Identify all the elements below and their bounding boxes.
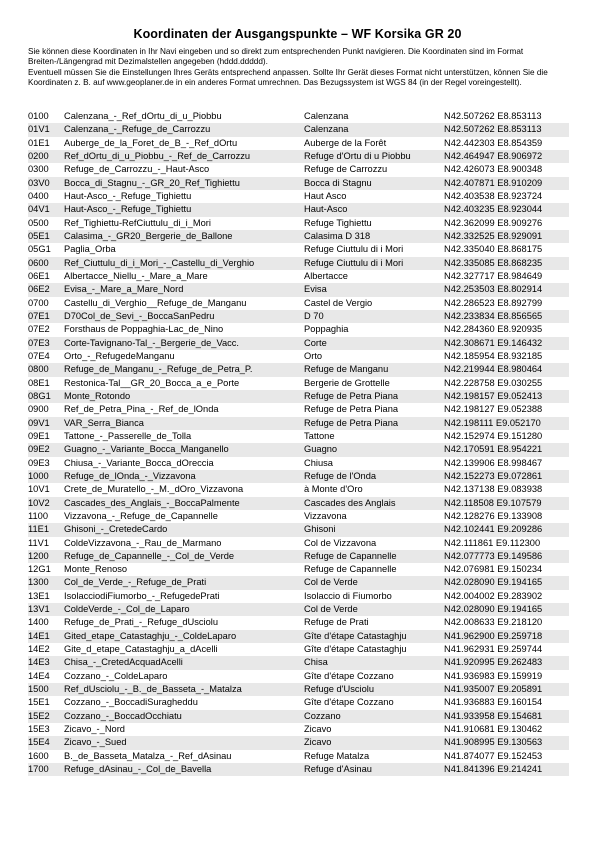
- coordinates-cell: N41.920995 E9.262483: [444, 656, 569, 669]
- waypoint-id-cell: 14E1: [28, 630, 64, 643]
- table-row: [28, 603, 569, 616]
- waypoint-id-cell: 06E1: [28, 270, 50, 281]
- start-place-cell: Refuge de Prati: [304, 617, 369, 628]
- coordinates-cell: N42.004002 E9.283902: [444, 590, 543, 601]
- waypoint-id-cell: 09E1: [28, 430, 50, 441]
- start-place-cell: Refuge de Capannelle: [304, 564, 397, 575]
- start-place-cell: Guagno: [304, 443, 444, 456]
- table-row: [28, 763, 569, 776]
- coordinates-cell: N42.152273 E9.072861: [444, 470, 569, 483]
- route-name-cell: Evisa_-_Mare_a_Mare_Nord: [64, 283, 304, 296]
- coordinates-cell: N42.233834 E8.856565: [444, 310, 569, 323]
- waypoint-id-cell: 1400: [28, 617, 49, 628]
- coordinates-cell: N42.077773 E9.149586: [444, 550, 569, 563]
- coordinates-cell: N41.841396 E9.214241: [444, 763, 569, 776]
- start-place-cell: Refuge de Carrozzu: [304, 164, 388, 175]
- start-place-cell: Refuge Ciuttulu di i Mori: [304, 257, 444, 270]
- coordinates-cell: N41.874077 E9.152453: [444, 750, 543, 761]
- table-row: [28, 377, 569, 390]
- waypoint-id-cell: 0100: [28, 111, 49, 121]
- waypoint-id-cell: 07E2: [28, 324, 50, 335]
- coordinates-cell: N42.426073 E8.900348: [444, 164, 543, 175]
- table-row: [28, 390, 569, 403]
- waypoint-id-cell: 01E1: [28, 137, 50, 148]
- coordinates-table: [28, 110, 569, 776]
- start-place-cell: Refuge de Petra Piana: [304, 404, 399, 415]
- route-name-cell: Refuge_dAsinau_-_Col_de_Bavella: [64, 763, 304, 776]
- route-name-cell: Crete_de_Muratello_-_M._dOro_Vizzavona: [64, 484, 244, 495]
- table-row: [28, 257, 569, 270]
- table-row: [28, 670, 569, 683]
- start-place-cell: Zicavo: [304, 736, 444, 749]
- table-row: [28, 443, 569, 456]
- table-row: [28, 363, 569, 376]
- start-place-cell: Vizzavona: [304, 510, 347, 521]
- table-row: [28, 417, 569, 430]
- route-name-cell: ColdeVerde_-_Col_de_Laparo: [64, 603, 304, 616]
- route-name-cell: Albertacce_Niellu_-_Mare_a_Mare: [64, 270, 208, 281]
- coordinates-cell: N42.185954 E8.932185: [444, 350, 543, 361]
- table-row: [28, 497, 569, 510]
- route-name-cell: Ref_dUsciolu_-_B._de_Basseta_-_Matalza: [64, 683, 304, 696]
- route-name-cell: Bocca_di_Stagnu_-_GR_20_Ref_Tighiettu: [64, 177, 304, 190]
- start-place-cell: Refuge de Petra Piana: [304, 390, 444, 403]
- table-row: [28, 403, 569, 416]
- start-place-cell: Col de Vizzavona: [304, 537, 377, 548]
- route-name-cell: Chisa_-_CretedAcquadAcelli: [64, 656, 304, 669]
- start-place-cell: Col de Verde: [304, 603, 444, 616]
- coordinates-cell: N42.332525 E8.929091: [444, 230, 569, 243]
- route-name-cell: Ref_dOrtu_di_u_Piobbu_-_Ref_de_Carrozzu: [64, 150, 304, 163]
- coordinates-cell: N42.219944 E8.980464: [444, 363, 569, 376]
- start-place-cell: Gîte d'étape Cozzano: [304, 670, 394, 681]
- waypoint-id-cell: 0500: [28, 217, 49, 228]
- coordinates-cell: N42.008633 E9.218120: [444, 617, 543, 628]
- start-place-cell: Refuge de Capannelle: [304, 550, 444, 563]
- coordinates-cell: N42.118508 E9.107579: [444, 497, 569, 510]
- start-place-cell: Refuge d'Usciolu: [304, 683, 444, 696]
- table-row: [28, 350, 569, 363]
- coordinates-cell: N42.442303 E8.854359: [444, 137, 543, 148]
- coordinates-cell: N42.198111 E9.052170: [444, 417, 569, 430]
- coordinates-cell: N42.327717 E8.984649: [444, 270, 543, 281]
- route-name-cell: Gite_d_etape_Catastaghju_a_dAcelli: [64, 644, 218, 655]
- waypoint-id-cell: 14E4: [28, 670, 50, 681]
- table-row: [28, 230, 569, 243]
- route-name-cell: Haut-Asco_-_Refuge_Tighiettu: [64, 190, 192, 201]
- route-name-cell: Auberge_de_la_Foret_de_B_-_Ref_dOrtu: [64, 137, 238, 148]
- start-place-cell: Refuge Matalza: [304, 750, 370, 761]
- table-row: [28, 723, 569, 736]
- intro-paragraph: Sie können diese Koordinaten in Ihr Navi eingeben und so direkt zum entsprechenden Punkt navigieren. Die Koordinaten sind im Format Breiten-/Längengrad mit Dezimalstellen angegeben (hddd.ddddd).: [28, 47, 524, 67]
- coordinates-cell: N42.228758 E9.030255: [444, 377, 543, 388]
- coordinates-cell: N42.128276 E9.133908: [444, 510, 543, 521]
- table-row: [28, 550, 569, 563]
- table-row: [28, 297, 569, 310]
- route-name-cell: Ref_Tighiettu-RefCiuttulu_di_i_Mori: [64, 217, 211, 228]
- start-place-cell: Refuge Ciuttulu di i Mori: [304, 244, 404, 255]
- waypoint-id-cell: 10V2: [28, 497, 64, 510]
- coordinates-cell: N42.335085 E8.868235: [444, 257, 569, 270]
- table-row: [28, 470, 569, 483]
- waypoint-id-cell: 1600: [28, 750, 49, 761]
- waypoint-id-cell: 0900: [28, 404, 49, 415]
- route-name-cell: Refuge_de_lOnda_-_Vizzavona: [64, 470, 304, 483]
- start-place-cell: Refuge Tighiettu: [304, 217, 372, 228]
- coordinates-cell: N42.507262 E8.853113: [444, 111, 542, 121]
- table-row: [28, 750, 569, 763]
- route-name-cell: Cozzano_-_ColdeLaparo: [64, 670, 168, 681]
- table-row: [28, 217, 569, 230]
- coordinates-cell: N41.908995 E9.130563: [444, 736, 569, 749]
- start-place-cell: Zicavo: [304, 724, 332, 735]
- table-row: [28, 190, 569, 203]
- start-place-cell: Gîte d'étape Catastaghju: [304, 644, 407, 655]
- intro-paragraph: Eventuell müssen Sie die Einstellungen Ihres Geräts entsprechend anpassen. Sollte Ihr Gerät dieses Format nicht unterstützen, können Sie die Koordinaten z. B. auf www.geoplaner.de in ein anderes Format umrechnen. Das Bezugssystem ist WGS 84 (in der Regel voreingestellt).: [28, 67, 548, 88]
- coordinates-cell: N42.102441 E9.209286: [444, 523, 569, 536]
- waypoint-id-cell: 12G1: [28, 564, 51, 575]
- route-name-cell: Corte-Tavignano-Tal_-_Bergerie_de_Vacc.: [64, 337, 304, 350]
- waypoint-id-cell: 0400: [28, 190, 49, 201]
- table-row: [28, 337, 569, 350]
- start-place-cell: Cozzano: [304, 710, 444, 723]
- table-row: [28, 630, 569, 643]
- route-name-cell: Castellu_di_Verghio__Refuge_de_Manganu: [64, 297, 247, 308]
- route-name-cell: Tattone_-_Passerelle_de_Tolla: [64, 430, 192, 441]
- route-name-cell: Cascades_des_Anglais_-_BoccaPalmente: [64, 497, 304, 510]
- coordinates-cell: N42.407871 E8.910209: [444, 177, 569, 190]
- start-place-cell: Haut-Asco: [304, 203, 444, 216]
- route-name-cell: Gited_etape_Catastaghju_-_ColdeLaparo: [64, 630, 304, 643]
- coordinates-cell: N42.253503 E8.802914: [444, 283, 569, 296]
- coordinates-cell: N42.076981 E9.150234: [444, 564, 543, 575]
- start-place-cell: Calenzana: [304, 123, 444, 136]
- route-name-cell: Zicavo_-_Sued: [64, 736, 304, 749]
- route-name-cell: Haut-Asco_-_Refuge_Tighiettu: [64, 203, 304, 216]
- table-row: [28, 243, 569, 256]
- table-row: [28, 177, 569, 190]
- coordinates-cell: N42.308671 E9.146432: [444, 337, 569, 350]
- waypoint-id-cell: 13V1: [28, 603, 64, 616]
- waypoint-id-cell: 0800: [28, 363, 64, 376]
- start-place-cell: Refuge de Petra Piana: [304, 417, 444, 430]
- coordinates-cell: N42.198157 E9.052413: [444, 390, 569, 403]
- table-row: [28, 150, 569, 163]
- start-place-cell: Refuge d'Asinau: [304, 763, 444, 776]
- start-place-cell: Haut Asco: [304, 190, 347, 201]
- waypoint-id-cell: 08E1: [28, 377, 50, 388]
- waypoint-id-cell: 06E2: [28, 283, 64, 296]
- waypoint-id-cell: 0200: [28, 150, 64, 163]
- start-place-cell: D 70: [304, 310, 444, 323]
- table-row: [28, 310, 569, 323]
- start-place-cell: Castel de Vergio: [304, 297, 373, 308]
- waypoint-id-cell: 0600: [28, 257, 64, 270]
- waypoint-id-cell: 09E2: [28, 443, 64, 456]
- route-name-cell: Monte_Renoso: [64, 564, 128, 575]
- route-name-cell: Refuge_de_Prati_-_Refuge_dUsciolu: [64, 617, 219, 628]
- waypoint-id-cell: 10V1: [28, 484, 50, 495]
- start-place-cell: Tattone: [304, 430, 335, 441]
- start-place-cell: Orto: [304, 350, 323, 361]
- table-row: [28, 563, 569, 576]
- start-place-cell: à Monte d'Oro: [304, 484, 363, 495]
- route-name-cell: Calenzana_-_Refuge_de_Carrozzu: [64, 123, 304, 136]
- table-row: [28, 137, 569, 150]
- route-name-cell: ColdeVizzavona_-_Rau_de_Marmano: [64, 537, 222, 548]
- route-name-cell: Calenzana_-_Ref_dOrtu_di_u_Piobbu: [64, 111, 222, 121]
- waypoint-id-cell: 14E2: [28, 644, 50, 655]
- start-place-cell: Poppaghia: [304, 324, 349, 335]
- start-place-cell: Evisa: [304, 283, 444, 296]
- waypoint-id-cell: 15E1: [28, 697, 50, 708]
- route-name-cell: Ref_Ciuttulu_di_i_Mori_-_Castellu_di_Verghio: [64, 257, 304, 270]
- waypoint-id-cell: 07E4: [28, 350, 50, 361]
- coordinates-cell: N42.198127 E9.052388: [444, 404, 543, 415]
- table-row: [28, 590, 569, 603]
- waypoint-id-cell: 05E1: [28, 230, 64, 243]
- waypoint-id-cell: 09E3: [28, 457, 50, 468]
- start-place-cell: Chisa: [304, 656, 444, 669]
- table-row: [28, 616, 569, 629]
- route-name-cell: Refuge_de_Manganu_-_Refuge_de_Petra_P.: [64, 363, 304, 376]
- waypoint-id-cell: 1100: [28, 510, 48, 521]
- route-name-cell: Cozzano_-_BoccadOcchiatu: [64, 710, 304, 723]
- waypoint-id-cell: 15E2: [28, 710, 64, 723]
- route-name-cell: Zicavo_-_Nord: [64, 724, 125, 735]
- start-place-cell: Gîte d'étape Cozzano: [304, 697, 394, 708]
- coordinates-cell: N41.935007 E9.205891: [444, 683, 569, 696]
- intro-text: [28, 47, 573, 89]
- start-place-cell: Calenzana: [304, 111, 349, 121]
- coordinates-cell: N42.028090 E9.194165: [444, 576, 569, 589]
- route-name-cell: Paglia_Orba: [64, 244, 116, 255]
- start-place-cell: Refuge d'Ortu di u Piobbu: [304, 150, 444, 163]
- table-row: [28, 710, 569, 723]
- waypoint-id-cell: 15E4: [28, 736, 64, 749]
- route-name-cell: Vizzavona_-_Refuge_de_Capannelle: [64, 510, 218, 521]
- waypoint-id-cell: 11E1: [28, 523, 64, 536]
- table-row: [28, 457, 569, 470]
- waypoint-id-cell: 08G1: [28, 390, 64, 403]
- table-row: [28, 696, 569, 709]
- start-place-cell: Auberge de la Forêt: [304, 137, 387, 148]
- waypoint-id-cell: 07E3: [28, 337, 64, 350]
- waypoint-id-cell: 0300: [28, 164, 49, 175]
- coordinates-cell: N42.362099 E8.909276: [444, 217, 543, 228]
- start-place-cell: Refuge de Manganu: [304, 363, 444, 376]
- coordinates-cell: N42.403235 E8.923044: [444, 203, 569, 216]
- start-place-cell: Calasima D 318: [304, 230, 444, 243]
- coordinates-cell: N42.286523 E8.892799: [444, 297, 543, 308]
- waypoint-id-cell: 01V1: [28, 123, 64, 136]
- start-place-cell: Corte: [304, 337, 444, 350]
- coordinates-cell: N41.910681 E9.130462: [444, 724, 543, 735]
- route-name-cell: Restonica-Tal__GR_20_Bocca_a_e_Porte: [64, 377, 240, 388]
- table-row: [28, 203, 569, 216]
- waypoint-id-cell: 05G1: [28, 244, 51, 255]
- table-row: [28, 656, 569, 669]
- coordinates-cell: N41.933958 E9.154681: [444, 710, 569, 723]
- route-name-cell: Guagno_-_Variante_Bocca_Manganello: [64, 443, 304, 456]
- waypoint-id-cell: 11V1: [28, 537, 50, 548]
- waypoint-id-cell: 1200: [28, 550, 64, 563]
- route-name-cell: Chiusa_-_Variante_Bocca_dOreccia: [64, 457, 214, 468]
- coordinates-cell: N42.464947 E8.906972: [444, 150, 569, 163]
- table-row: [28, 110, 569, 123]
- start-place-cell: Col de Verde: [304, 576, 444, 589]
- start-place-cell: Refuge de l'Onda: [304, 470, 444, 483]
- table-row: [28, 283, 569, 296]
- start-place-cell: Gîte d'étape Catastaghju: [304, 630, 444, 643]
- table-row: [28, 736, 569, 749]
- table-row: [28, 163, 569, 176]
- table-row: [28, 683, 569, 696]
- table-row: [28, 510, 569, 523]
- route-name-cell: Refuge_de_Carrozzu_-_Haut-Asco: [64, 164, 210, 175]
- table-row: [28, 576, 569, 589]
- waypoint-id-cell: 15E3: [28, 724, 50, 735]
- start-place-cell: Bergerie de Grottelle: [304, 377, 390, 388]
- coordinates-cell: N42.284360 E8.920935: [444, 324, 543, 335]
- route-name-cell: D70Col_de_Sevi_-_BoccaSanPedru: [64, 310, 304, 323]
- table-row: [28, 523, 569, 536]
- start-place-cell: Chiusa: [304, 457, 333, 468]
- coordinates-cell: N41.962931 E9.259744: [444, 644, 543, 655]
- route-name-cell: Forsthaus de Poppaghia-Lac_de_Nino: [64, 324, 224, 335]
- coordinates-cell: N42.170591 E8.954221: [444, 443, 569, 456]
- waypoint-id-cell: 1700: [28, 763, 64, 776]
- start-place-cell: Ghisoni: [304, 523, 444, 536]
- table-row: [28, 643, 569, 656]
- route-name-cell: Col_de_Verde_-_Refuge_de_Prati: [64, 576, 304, 589]
- waypoint-id-cell: 03V0: [28, 177, 64, 190]
- coordinates-cell: N41.936883 E9.160154: [444, 697, 543, 708]
- start-place-cell: Bocca di Stagnu: [304, 177, 444, 190]
- coordinates-cell: N42.139906 E8.998467: [444, 457, 543, 468]
- route-name-cell: Ghisoni_-_CretedeCardo: [64, 523, 304, 536]
- table-row: [28, 483, 569, 496]
- table-row: [28, 123, 569, 136]
- table-row: [28, 430, 569, 443]
- waypoint-id-cell: 1300: [28, 576, 64, 589]
- waypoint-id-cell: 13E1: [28, 590, 50, 601]
- start-place-cell: Albertacce: [304, 270, 348, 281]
- route-name-cell: Calasima_-_GR20_Bergerie_de_Ballone: [64, 230, 304, 243]
- waypoint-id-cell: 1500: [28, 683, 64, 696]
- route-name-cell: VAR_Serra_Bianca: [64, 417, 304, 430]
- waypoint-id-cell: 0700: [28, 297, 49, 308]
- coordinates-cell: N42.335040 E8.868175: [444, 244, 543, 255]
- start-place-cell: Isolaccio di Fiumorbo: [304, 590, 392, 601]
- route-name-cell: IsolacciodiFiumorbo_-_RefugedePrati: [64, 590, 220, 601]
- coordinates-cell: N41.962900 E9.259718: [444, 630, 569, 643]
- route-name-cell: Cozzano_-_BoccadiSuragheddu: [64, 697, 198, 708]
- route-name-cell: Monte_Rotondo: [64, 390, 304, 403]
- route-name-cell: Ref_de_Petra_Pina_-_Ref_de_lOnda: [64, 404, 219, 415]
- coordinates-cell: N42.507262 E8.853113: [444, 123, 569, 136]
- table-row: [28, 270, 569, 283]
- route-name-cell: Orto_-_RefugedeManganu: [64, 350, 175, 361]
- coordinates-cell: N42.111861 E9.112300: [444, 537, 541, 548]
- waypoint-id-cell: 1000: [28, 470, 64, 483]
- page-title: Koordinaten der Ausgangspunkte – WF Korsika GR 20: [133, 27, 462, 41]
- table-row: [28, 323, 569, 336]
- table-row: [28, 537, 569, 550]
- coordinates-cell: N42.028090 E9.194165: [444, 603, 569, 616]
- coordinates-cell: N42.152974 E9.151280: [444, 430, 543, 441]
- waypoint-id-cell: 07E1: [28, 310, 64, 323]
- route-name-cell: Refuge_de_Capannelle_-_Col_de_Verde: [64, 550, 304, 563]
- waypoint-id-cell: 04V1: [28, 203, 64, 216]
- coordinates-cell: N42.137138 E9.083938: [444, 484, 543, 495]
- waypoint-id-cell: 09V1: [28, 417, 64, 430]
- start-place-cell: Cascades des Anglais: [304, 497, 444, 510]
- coordinates-cell: N41.936983 E9.159919: [444, 670, 543, 681]
- route-name-cell: B._de_Basseta_Matalza_-_Ref_dAsinau: [64, 750, 232, 761]
- coordinates-cell: N42.403538 E8.923724: [444, 190, 543, 201]
- waypoint-id-cell: 14E3: [28, 656, 64, 669]
